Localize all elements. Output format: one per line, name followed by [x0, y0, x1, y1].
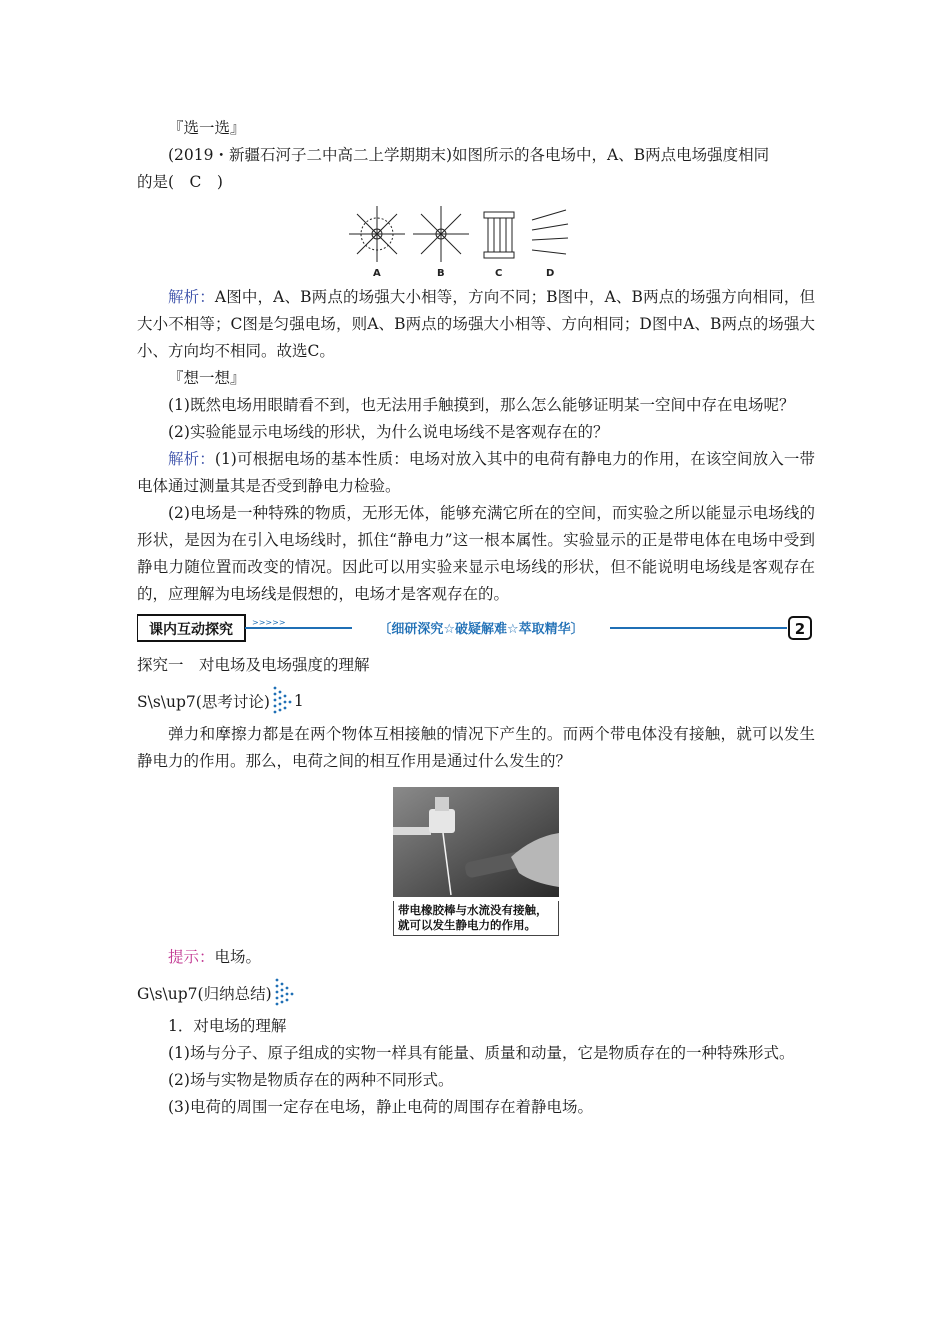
analysis-1-text: A图中，A、B两点的场强大小相等，方向不同；B图中，A、B两点的场强方向相同，但大小不相等；C图是匀强电场，则A、B两点的场强大小相等、方向相同；D图中A、B两点的场强大小、方向均不相同。故选C。: [137, 288, 815, 360]
figure-label-d: D: [546, 268, 555, 279]
photo-caption-line-1: 带电橡胶棒与水流没有接触，: [398, 903, 548, 917]
question-line-1: (2019・新疆石河子二中高二上学期期末)如图所示的各电场中，A、B两点电场强度相同: [168, 146, 770, 164]
think-question-1: (1)既然电场用眼睛看不到，也无法用手触摸到，那么怎么能够证明某一空间中存在电场呢？: [168, 396, 795, 414]
banner-graphic: [137, 612, 817, 644]
photo-caption: [393, 901, 559, 936]
explore-1-heading: 探究一 对电场及电场强度的理解: [137, 656, 370, 674]
banner-title: 课内互动探究: [149, 622, 233, 638]
summary-item-2: (2)场与实物是物质存在的两种不同形式。: [168, 1071, 454, 1089]
summary-item-3: (3)电荷的周围一定存在电场，静止电荷的周围存在着静电场。: [168, 1098, 593, 1116]
hint-label: 提示：: [168, 948, 215, 966]
analysis-1: [137, 284, 815, 365]
step-arrow-icon: [272, 684, 292, 718]
figure-label-a: A: [373, 268, 381, 279]
section-choose-heading: 『选一选』: [168, 119, 246, 137]
analysis-1-label: 解析：: [168, 288, 215, 306]
section-banner: [137, 612, 815, 644]
section-think-heading: 『想一想』: [168, 369, 246, 387]
discuss-text: 弹力和摩擦力都是在两个物体互相接触的情况下产生的。而两个带电体没有接触，就可以发生静电力的作用。那么，电荷之间的相互作用是通过什么发生的？: [137, 725, 815, 770]
think-discuss-number: 1: [293, 692, 304, 710]
diagram-c: [484, 212, 514, 258]
think-discuss-prefix: S\s\up7(思考讨论): [137, 693, 270, 711]
hint-text: 电场。: [214, 948, 262, 966]
diagram-b: [413, 206, 469, 262]
analysis-2-label: 解析：: [168, 450, 215, 468]
analysis-2: [137, 446, 815, 500]
diagram-a: [349, 206, 405, 262]
summary-item-1: (1)场与分子、原子组成的实物一样具有能量、质量和动量，它是物质存在的一种特殊形式。: [168, 1044, 795, 1062]
banner-slogan: 〔细研深究☆破疑解难☆萃取精华〕: [378, 622, 584, 637]
photo-caption-line-2: 就可以发生静电力的作用。: [398, 918, 536, 932]
field-figure: [137, 202, 815, 280]
field-diagrams: [346, 202, 606, 280]
summary-prefix: G\s\up7(归纳总结): [137, 985, 272, 1003]
photo-image: [393, 787, 559, 897]
analysis-2-text-a: (1)可根据电场的基本性质：电场对放入其中的电荷有静电力的作用，在该空间放入一带电体通过测量其是否受到静电力检验。: [137, 450, 815, 495]
figure-label-c: C: [495, 268, 503, 279]
figure-label-b: B: [437, 268, 445, 279]
hint: [137, 944, 815, 971]
summary-title: 1．对电场的理解: [168, 1017, 287, 1035]
document-page: [137, 115, 815, 1121]
analysis-2-b: (2)电场是一种特殊的物质，无形无体，能够充满它所在的空间，而实验之所以能显示电场线的形状，是因为在引入电场线时，抓住“静电力”这一根本属性。实验显示的正是带电体在电场中受到静电力随位置而改变的情况。因此可以用实验来显示电场线的形状，但不能说明电场线是客观存在的，应理解为电场线是假想的，电场才是客观存在的。: [137, 504, 815, 603]
photo-block: [137, 787, 815, 936]
banner-number: 2: [794, 620, 806, 638]
diagram-d: [532, 210, 568, 254]
summary-line: [137, 973, 815, 1013]
banner-arrows: >>>>>: [252, 618, 286, 627]
step-arrow-icon: [274, 976, 294, 1010]
question-line-2: 的是( C ): [137, 173, 223, 191]
think-discuss-line: [137, 681, 815, 721]
think-question-2: (2)实验能显示电场线的形状，为什么说电场线不是客观存在的？: [168, 423, 609, 441]
